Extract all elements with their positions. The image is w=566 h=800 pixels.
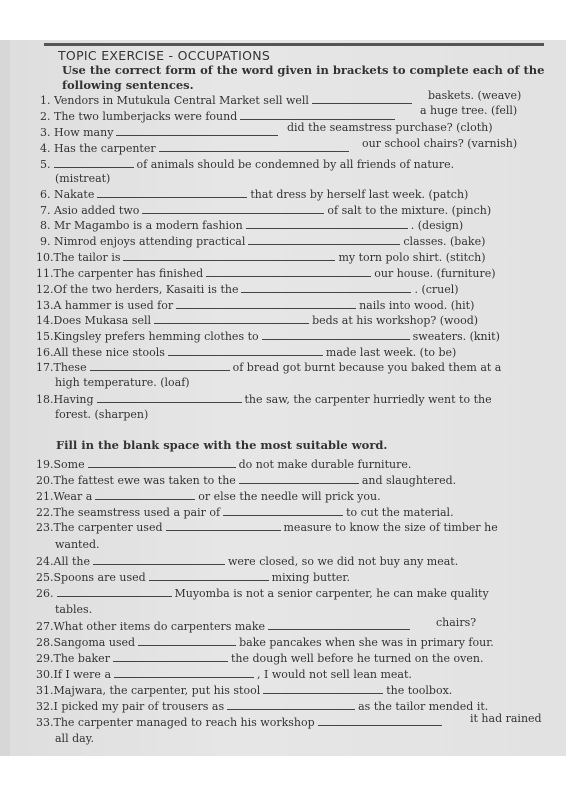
question-text: 6. Nakate [40,188,95,201]
question-text: 16.All these nice stools [36,346,165,359]
question-text: 32.I picked my pair of trousers as [36,700,225,713]
question-4-end: our school chairs? (varnish) [362,137,518,150]
question-text: 15.Kingsley prefers hemming clothes to [36,330,259,343]
answer-blank[interactable] [95,490,195,500]
question-15: 15.Kingsley prefers hemming clothes to sweaters. (knit) [36,330,500,343]
answer-blank[interactable] [138,636,236,646]
question-22: 22.The seamstress used a pair of to cut the material. [36,506,454,519]
answer-blank[interactable] [206,267,371,277]
instruction-line-2: following sentences. [62,78,194,92]
answer-blank[interactable] [312,94,412,104]
question-23: 23.The carpenter used measure to know the size of timber he [36,521,498,534]
answer-blank[interactable] [263,684,383,694]
question-text: 17.These [36,361,87,374]
question-text: 8. Mr Magambo is a modern fashion [40,219,243,232]
question-16: 16.All these nice stools made last week. (to be) [36,346,457,359]
question-text: 10.The tailor is [36,251,121,264]
question-text: 27.What other items do carpenters make [36,620,266,633]
header-rule [44,43,544,46]
question-1 [40,94,415,108]
question-24: 24.All the were closed, so we did not buy any meat. [36,555,459,568]
answer-blank[interactable] [114,668,254,678]
answer-blank[interactable] [123,251,335,261]
question-text: 29.The baker [36,652,110,665]
answer-blank[interactable] [57,587,172,597]
question-17-cont: high temperature. (loaf) [55,376,190,389]
answer-blank[interactable] [223,506,343,516]
question-1-end: baskets. (weave) [428,89,522,102]
question-18-cont: forest. (sharpen) [55,408,149,421]
answer-blank[interactable] [97,393,242,403]
question-text: 20.The fattest ewe was taken to the [36,474,236,487]
question-text: 5. [40,158,51,171]
answer-blank[interactable] [239,474,359,484]
question-33 [36,716,445,730]
question-text: 11.The carpenter has finished [36,267,204,280]
answer-blank[interactable] [240,110,395,120]
question-text: 22.The seamstress used a pair of [36,506,221,519]
question-text: 3. How many [40,126,114,139]
answer-blank[interactable] [154,314,309,324]
answer-blank[interactable] [248,235,400,245]
question-11: 11.The carpenter has finished our house. (furniture) [36,267,496,280]
question-13: 13.A hammer is used for nails into wood. (hit) [36,299,475,312]
page-title: TOPIC EXERCISE - OCCUPATIONS [58,48,271,63]
answer-blank[interactable] [88,458,236,468]
answer-blank[interactable] [227,700,355,710]
question-17: 17.These of bread got burnt because you baked them at a [36,361,502,374]
question-31: 31.Majwara, the carpenter, put his stool the toolbox. [36,684,453,697]
question-33-cont: all day. [55,732,94,745]
answer-blank[interactable] [241,283,411,293]
answer-blank[interactable] [318,716,442,726]
question-text: 4. Has the carpenter [40,142,156,155]
question-text: 2. The two lumberjacks were found [40,110,238,123]
question-text: 1. Vendors in Mutukula Central Market sell well [40,94,309,107]
instruction-line-1: Use the correct form of the word given in brackets to complete each of the [62,63,545,77]
question-text: 13.A hammer is used for [36,299,174,312]
question-text: 26. [36,587,54,600]
question-text: 18.Having [36,393,94,406]
question-text: 33.The carpenter managed to reach his workshop [36,716,315,729]
question-6: 6. Nakate that dress by herself last week. (patch) [40,188,469,201]
answer-blank[interactable] [168,346,323,356]
question-5: 5. of animals should be condemned by all friends of nature. [40,158,455,171]
answer-blank[interactable] [90,361,230,371]
question-18: 18.Having the saw, the carpenter hurriedly went to the [36,393,492,406]
answer-blank[interactable] [142,204,324,214]
bottom-margin [0,756,566,800]
answer-blank[interactable] [166,521,281,531]
question-text: 24.All the [36,555,90,568]
answer-blank[interactable] [113,652,228,662]
question-29: 29.The baker the dough well before he turned on the oven. [36,652,484,665]
question-text: 9. Nimrod enjoys attending practical [40,235,246,248]
answer-blank[interactable] [149,571,269,581]
answer-blank[interactable] [246,219,408,229]
question-14: 14.Does Mukasa sell beds at his workshop? (wood) [36,314,479,327]
top-margin [0,0,566,40]
question-3-end: did the seamstress purchase? (cloth) [287,121,493,134]
question-text: 21.Wear a [36,490,93,503]
answer-blank[interactable] [54,158,134,168]
question-text: 28.Sangoma used [36,636,136,649]
answer-blank[interactable] [268,620,410,630]
question-text: 23.The carpenter used [36,521,163,534]
question-text: 25.Spoons are used [36,571,146,584]
question-20: 20.The fattest ewe was taken to the and slaughtered. [36,474,457,487]
answer-blank[interactable] [97,188,247,198]
question-26: 26. Muyomba is not a senior carpenter, he can make quality [36,587,489,600]
question-text: 7. Asio added two [40,204,140,217]
question-text: 14.Does Mukasa sell [36,314,152,327]
answer-blank[interactable] [159,142,349,152]
question-5-cont: (mistreat) [55,172,111,185]
question-8: 8. Mr Magambo is a modern fashion . (design) [40,219,464,232]
question-text: 31.Majwara, the carpenter, put his stool [36,684,261,697]
answer-blank[interactable] [116,126,278,136]
question-10: 10.The tailor is my torn polo shirt. (stitch) [36,251,486,264]
answer-blank[interactable] [262,330,410,340]
question-23-cont: wanted. [55,538,100,551]
question-28: 28.Sangoma used bake pancakes when she was in primary four. [36,636,494,649]
question-3 [40,126,281,140]
answer-blank[interactable] [176,299,356,309]
question-text: 30.If I were a [36,668,111,681]
question-33-end: it had rained [470,712,542,725]
question-32: 32.I picked my pair of trousers as as the tailor mended it. [36,700,489,713]
question-7: 7. Asio added two of salt to the mixture. (pinch) [40,204,492,217]
question-12: 12.Of the two herders, Kasaiti is the . (cruel) [36,283,459,296]
question-21: 21.Wear a or else the needle will prick you. [36,490,381,503]
question-27 [36,620,413,634]
question-19: 19.Some do not make durable furniture. [36,458,412,471]
question-4 [40,142,352,156]
instruction-2: Fill in the blank space with the most suitable word. [56,438,388,452]
question-25: 25.Spoons are used mixing butter. [36,571,350,584]
question-26-cont: tables. [55,603,93,616]
question-text: 12.Of the two herders, Kasaiti is the [36,283,239,296]
question-30: 30.If I were a , I would not sell lean meat. [36,668,412,681]
question-9: 9. Nimrod enjoys attending practical classes. (bake) [40,235,486,248]
question-2-end: a huge tree. (fell) [420,104,518,117]
question-27-end: chairs? [436,616,477,629]
question-text: 19.Some [36,458,85,471]
answer-blank[interactable] [93,555,225,565]
